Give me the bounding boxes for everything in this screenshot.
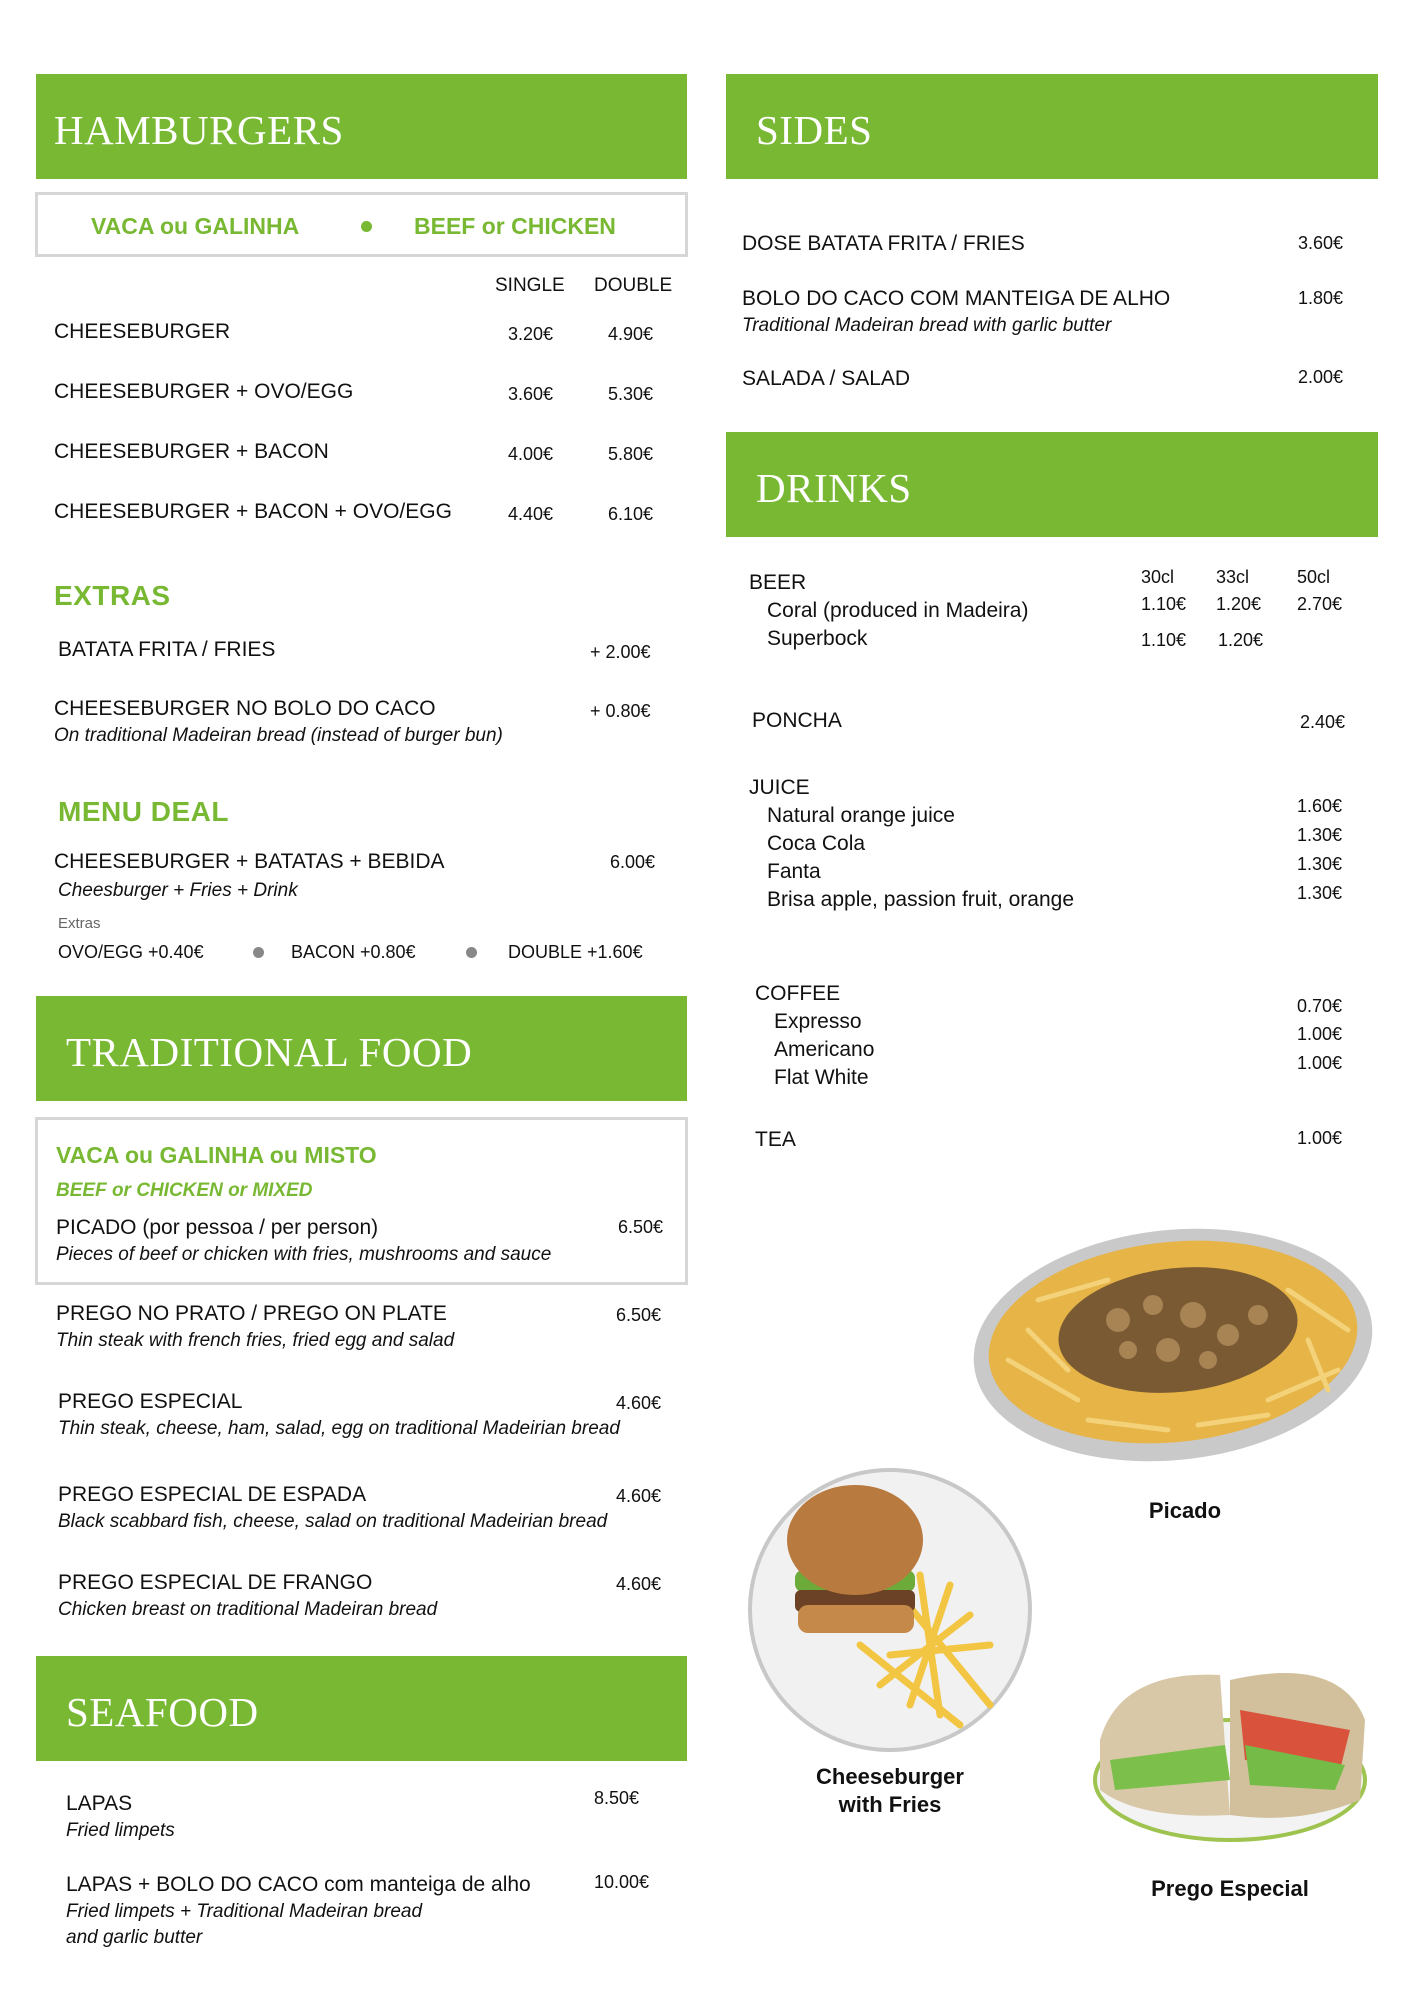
juice-label: JUICE [749, 776, 810, 799]
sides-header [726, 74, 1378, 179]
extra-name: CHEESEBURGER NO BOLO DO CACO [54, 697, 436, 720]
menu-deal-price: 6.00€ [610, 852, 656, 872]
menu-deal-extras-label: Extras [58, 915, 101, 932]
coffee-label: COFFEE [755, 982, 841, 1005]
extras-separator-dot [466, 947, 477, 958]
coffee-name: Americano [774, 1038, 875, 1061]
cheeseburger-caption-line1: Cheeseburger [816, 1764, 964, 1789]
menu-deal-extra: BACON +0.80€ [291, 942, 416, 962]
choice-pt: VACA ou GALINHA [91, 213, 300, 239]
side-price: 3.60€ [1298, 233, 1344, 253]
beer-size: 50cl [1297, 567, 1331, 587]
seafood-title: SEAFOOD [66, 1689, 259, 1735]
beer-name: Coral (produced in Madeira) [767, 599, 1029, 622]
traditional-item-desc: Pieces of beef or chicken with fries, mushrooms and sauce [56, 1244, 552, 1265]
coffee-price: 1.00€ [1297, 1024, 1343, 1044]
seafood-header [36, 1656, 687, 1761]
coffee-name: Flat White [774, 1066, 869, 1089]
traditional-item-name: PREGO ESPECIAL DE ESPADA [58, 1483, 367, 1506]
extra-desc: On traditional Madeiran bread (instead of burger bun) [54, 725, 503, 746]
picado-photo [968, 1220, 1378, 1470]
beer-size: 33cl [1216, 567, 1250, 587]
juice-name: Coca Cola [767, 832, 866, 855]
traditional-item-desc: Chicken breast on traditional Madeiran bread [58, 1599, 438, 1620]
hamburgers-choice-box [35, 192, 688, 257]
beer-size: 30cl [1141, 567, 1175, 587]
juice-price: 1.30€ [1297, 825, 1343, 845]
cheeseburger-caption-line2: with Fries [838, 1792, 942, 1817]
burger-name: CHEESEBURGER + BACON + OVO/EGG [54, 500, 452, 523]
burger-single-price: 3.20€ [508, 324, 554, 344]
tea-price: 1.00€ [1297, 1128, 1343, 1148]
extras-title: EXTRAS [54, 580, 171, 611]
extra-name: BATATA FRITA / FRIES [58, 638, 276, 661]
juice-name: Fanta [767, 860, 821, 883]
prego-especial-photo [1080, 1650, 1380, 1850]
menu-deal-name: CHEESEBURGER + BATATAS + BEBIDA [54, 850, 445, 873]
juice-price: 1.60€ [1297, 796, 1343, 816]
menu-deal-extra: OVO/EGG +0.40€ [58, 942, 204, 962]
traditional-item-name: PICADO (por pessoa / per person) [56, 1216, 379, 1239]
side-price: 2.00€ [1298, 367, 1344, 387]
cheeseburger-photo [740, 1455, 1040, 1755]
traditional-choice-box [35, 1117, 688, 1285]
picado-caption: Picado [1148, 1498, 1222, 1523]
burger-single-price: 4.00€ [508, 444, 554, 464]
side-price: 1.80€ [1298, 288, 1344, 308]
traditional-item-price: 6.50€ [616, 1305, 662, 1325]
seafood-item-name: LAPAS + BOLO DO CACO com manteiga de alho [66, 1873, 531, 1896]
traditional-item-desc: Thin steak with french fries, fried egg and salad [56, 1330, 455, 1351]
hamburgers-header [36, 74, 687, 179]
juice-price: 1.30€ [1297, 883, 1343, 903]
burger-double-price: 6.10€ [608, 504, 654, 524]
traditional-header [36, 996, 687, 1101]
poncha-label: PONCHA [752, 709, 842, 732]
traditional-item-price: 6.50€ [618, 1217, 664, 1237]
tea-label: TEA [755, 1128, 796, 1151]
col-single-label: SINGLE [495, 275, 565, 296]
burger-single-price: 4.40€ [508, 504, 554, 524]
beer-name: Superbock [767, 627, 868, 650]
drinks-title: DRINKS [756, 465, 912, 511]
choice-en: BEEF or CHICKEN [414, 213, 616, 239]
traditional-item-price: 4.60€ [616, 1574, 662, 1594]
juice-name: Natural orange juice [767, 804, 955, 827]
menu-deal-extra: DOUBLE +1.60€ [508, 942, 643, 962]
juice-price: 1.30€ [1297, 854, 1343, 874]
col-double-label: DOUBLE [594, 275, 673, 296]
coffee-price: 0.70€ [1297, 996, 1343, 1016]
prego-especial-caption: Prego Especial [1151, 1876, 1309, 1901]
beer-price-50: 2.70€ [1297, 594, 1343, 614]
burger-double-price: 4.90€ [608, 324, 654, 344]
traditional-item-desc: Thin steak, cheese, ham, salad, egg on traditional Madeirian bread [58, 1418, 620, 1439]
traditional-item-price: 4.60€ [616, 1486, 662, 1506]
side-desc: Traditional Madeiran bread with garlic butter [742, 315, 1112, 336]
burger-name: CHEESEBURGER + BACON [54, 440, 329, 463]
menu-deal-title: MENU DEAL [58, 796, 229, 827]
seafood-item-price: 10.00€ [594, 1872, 650, 1892]
seafood-item-desc: and garlic butter [66, 1927, 203, 1948]
menu-deal-desc: Cheesburger + Fries + Drink [58, 880, 298, 901]
beer-price-30: 1.10€ [1141, 630, 1187, 650]
traditional-item-name: PREGO ESPECIAL DE FRANGO [58, 1571, 373, 1594]
burger-double-price: 5.80€ [608, 444, 654, 464]
seafood-item-price: 8.50€ [594, 1788, 640, 1808]
traditional-choice-pt: VACA ou GALINHA ou MISTO [56, 1142, 377, 1168]
beer-price-33: 1.20€ [1216, 594, 1262, 614]
side-name: DOSE BATATA FRITA / FRIES [742, 232, 1025, 255]
beer-price-33: 1.20€ [1218, 630, 1264, 650]
extra-price: + 2.00€ [590, 642, 651, 662]
coffee-name: Expresso [774, 1010, 862, 1033]
traditional-item-price: 4.60€ [616, 1393, 662, 1413]
poncha-price: 2.40€ [1300, 712, 1346, 732]
seafood-item-name: LAPAS [66, 1792, 133, 1815]
coffee-price: 1.00€ [1297, 1053, 1343, 1073]
sides-title: SIDES [756, 107, 873, 153]
traditional-choice-en: BEEF or CHICKEN or MIXED [56, 1180, 313, 1201]
choice-separator-dot [361, 221, 372, 232]
burger-single-price: 3.60€ [508, 384, 554, 404]
traditional-item-name: PREGO NO PRATO / PREGO ON PLATE [56, 1302, 447, 1325]
extra-price: + 0.80€ [590, 701, 651, 721]
traditional-title: TRADITIONAL FOOD [66, 1029, 473, 1075]
juice-name: Brisa apple, passion fruit, orange [767, 888, 1075, 911]
seafood-item-desc: Fried limpets + Traditional Madeiran bread [66, 1901, 423, 1922]
beer-price-30: 1.10€ [1141, 594, 1187, 614]
burger-name: CHEESEBURGER + OVO/EGG [54, 380, 354, 403]
extras-separator-dot [253, 947, 264, 958]
traditional-item-desc: Black scabbard fish, cheese, salad on traditional Madeirian bread [58, 1511, 608, 1532]
beer-label: BEER [749, 571, 807, 594]
seafood-item-desc: Fried limpets [66, 1820, 175, 1841]
hamburgers-title: HAMBURGERS [54, 107, 344, 153]
burger-double-price: 5.30€ [608, 384, 654, 404]
side-name: SALADA / SALAD [742, 367, 911, 390]
drinks-header [726, 432, 1378, 537]
traditional-item-name: PREGO ESPECIAL [58, 1390, 243, 1413]
burger-name: CHEESEBURGER [54, 320, 231, 343]
side-name: BOLO DO CACO COM MANTEIGA DE ALHO [742, 287, 1171, 310]
